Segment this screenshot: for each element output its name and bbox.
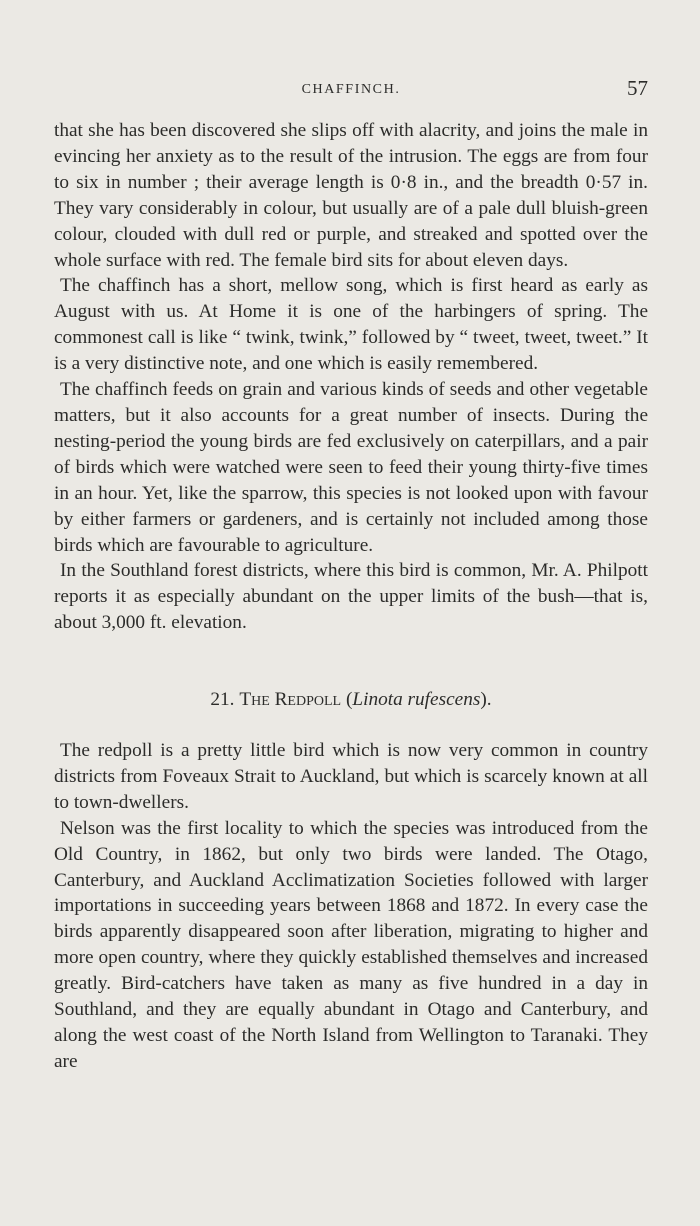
paragraph-chaffinch-southland: In the Southland forest districts, where this bird is common, Mr. A. Philpott reports it as especially abundant on the upper limits of the bush—that is, about 3,000 ft. elevation. xyxy=(54,560,648,634)
paragraph-continued: that she has been discovered she slips off with alacrity, and joins the male in evincing her anxiety as to the result of the intrusion. The eggs are from four to six in number ; their average length is 0·8 in., and the breadth 0·57 in. They vary considerably in colour, but usually are of a pale dull bluish-green colour, clouded with dull red or purple, and streaked and spotted over the whole surface with red. The female bird sits for about eleven days. xyxy=(54,120,648,271)
section-close-paren: ). xyxy=(480,689,492,711)
paragraph-chaffinch-song: The chaffinch has a short, mellow song, which is first heard as early as August with us. At Home it is one of the harbingers of spring. The commonest call is like “ twink, twink,” followed by “ tweet, tweet, tweet.” It is a very distinctive note, and one which is easily remembered. xyxy=(54,275,648,375)
page-number: 57 xyxy=(627,76,648,100)
running-head xyxy=(54,76,648,102)
paragraph-redpoll-history: Nelson was the first locality to which the species was introduced from the Old Country, in 1862, but only two birds were landed. The Otago, Canterbury, and Auckland Acclimatization Societies followed with larger importations in succeeding years between 1868 and 1872. In every case the birds apparently disappeared soon after liberation, migrating to higher and more open country, where they quickly established themselves and increased greatly. Bird-catchers have taken as many as five hundred in a day in Southland, and they are equally abundant in Otago and Canterbury, and along the west coast of the North Island from Wellington to Taranaki. They are xyxy=(54,817,648,1072)
section-scientific-name: Linota rufescens xyxy=(352,689,481,711)
body-text xyxy=(54,118,648,1075)
paragraph-redpoll-intro: The redpoll is a pretty little bird which is now very common in country districts from Foveaux Strait to Auckland, but which is scarcely known at all to town-dwellers. xyxy=(54,740,648,813)
section-open-paren: ( xyxy=(345,689,353,711)
section-number: 21. xyxy=(210,689,235,711)
running-title: CHAFFINCH. xyxy=(301,82,401,97)
section-heading xyxy=(54,687,648,713)
section-common-name: The Redpoll xyxy=(239,689,342,711)
paragraph-chaffinch-diet: The chaffinch feeds on grain and various kinds of seeds and other vegetable matters, but it also accounts for a great number of insects. During the nesting-period the young birds are fed exclusively on caterpillars, and a pair of birds which were watched were seen to feed their young thirty-five times in an hour. Yet, like the sparrow, this species is not looked upon with favour by either farmers or gardeners, and is certainly not included among those birds which are favourable to agriculture. xyxy=(54,379,648,556)
